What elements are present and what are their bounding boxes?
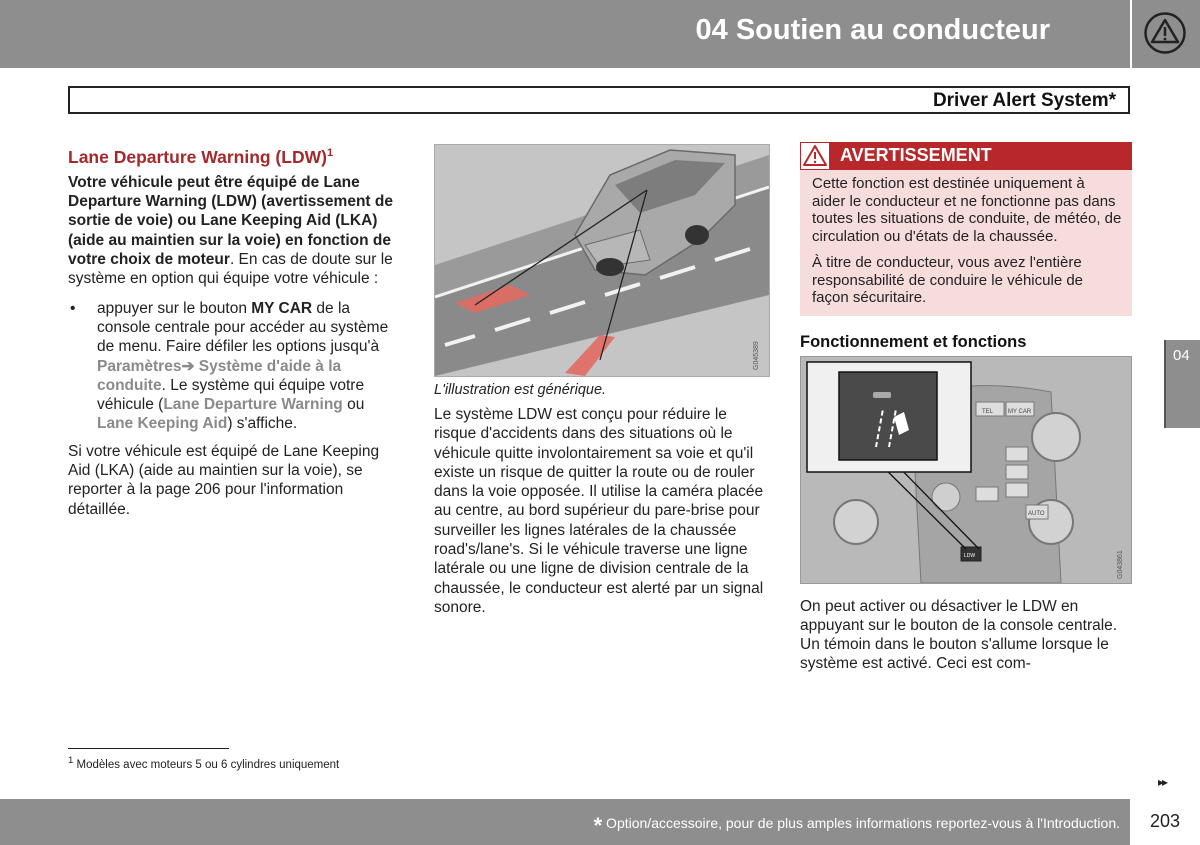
warning-paragraph-1: Cette fonction est destinée uniquement à aider le conducteur et ne fonctionne pas dans toutes les situations de conduite, de météo, de circulation ou d'états de la chaussée. xyxy=(812,175,1122,245)
warning-triangle-icon xyxy=(801,143,829,169)
console-tel-label: TEL xyxy=(982,408,994,415)
warning-header xyxy=(800,142,1132,170)
lka-paragraph: Si votre véhicule est équipé de Lane Keeping Aid (LKA) (aide au maintien sur la voie), se reporter à la page 206 pour l'information détaillée. xyxy=(68,442,380,518)
warning-icon-box xyxy=(800,142,830,170)
ldw-description: Le système LDW est conçu pour réduire le risque d'accidents dans des situations où le véhicule quitte involontairement sa voie et qu'il existe un risque de quitter la route ou de rouler dans la voie opposée. Il utilise la caméra placée au centre, au bord supérieur du pare-brise pour surveiller les lignes latérales de la chaussée road's/lane's. Si le véhicule traverse une ligne latérale ou une ligne de division centrale de la chaussée, le conducteur est alerté par un signal sonore. xyxy=(434,406,764,616)
chapter-icon-box xyxy=(1132,0,1200,68)
bullet-text-1: appuyer sur le bouton xyxy=(97,299,252,317)
menu-ldw: Lane Departure Warning xyxy=(163,396,343,414)
image-id: G045389 xyxy=(753,341,760,370)
illustration-caption: L'illustration est générique. xyxy=(434,382,607,398)
console-illustration xyxy=(800,356,1132,584)
console-ldw-label: LDW xyxy=(964,552,976,559)
center-console-illustration xyxy=(801,357,1131,583)
intro-paragraph xyxy=(68,173,403,289)
image-id: G043861 xyxy=(1117,549,1124,579)
my-car-label: MY CAR xyxy=(251,299,313,317)
intro-bold: Votre véhicule peut être équipé de Lane Departure Warning (LDW) (avertissement de sortie de voie) ou Lane Keeping Aid (LKA) (aide au maintien sur la voie) en fonction de votre choix de moteur xyxy=(68,173,393,269)
ldw-illustration xyxy=(434,144,770,377)
bullet-item xyxy=(68,299,403,434)
bullet-text-4: ) s'affiche. xyxy=(227,415,298,433)
ldw-heading-text: Lane Departure Warning (LDW) xyxy=(68,146,327,167)
warning-body xyxy=(800,170,1132,316)
warning-paragraph-2: À titre de conducteur, vous avez l'entière responsabilité de conduire le véhicule de façon sécuritaire. xyxy=(812,254,1084,306)
warning-title: AVERTISSEMENT xyxy=(840,145,992,165)
footnote-ref: 1 xyxy=(326,147,334,159)
page-number: 203 xyxy=(1150,811,1181,831)
header-bar xyxy=(0,0,1130,68)
footer-bar xyxy=(0,799,1130,845)
menu-path: Paramètres➔ Système d'aide à la conduite xyxy=(97,357,342,394)
next-page-arrows: ▸▸ xyxy=(1158,775,1167,789)
bullet-text-3: . Le système qui équipe votre véhicule ( xyxy=(97,376,365,414)
car-lane-illustration xyxy=(435,145,769,376)
page-number-box xyxy=(1132,799,1200,845)
menu-lka: Lane Keeping Aid xyxy=(97,415,228,433)
footer-star: * xyxy=(593,813,603,838)
bullet-text-or: ou xyxy=(342,396,365,414)
console-mycar-label: MY CAR xyxy=(1008,408,1032,415)
footnote-number: 1 xyxy=(68,755,74,766)
intro-rest: . En cas de doute sur le système en option qui équipe votre véhicule : xyxy=(68,251,393,288)
activation-description: On peut activer ou désactiver le LDW en appuyant sur le bouton de la console centrale. Un témoin dans le bouton s'allume lorsque le système est activé. Ceci est com- xyxy=(800,597,1118,673)
footnote xyxy=(68,755,339,771)
chapter-side-tab[interactable] xyxy=(1164,340,1200,428)
console-auto-label: AUTO xyxy=(1028,510,1045,517)
function-subheading: Fonctionnement et fonctions xyxy=(800,332,1027,351)
ldw-heading xyxy=(68,142,403,168)
footnote-rule xyxy=(68,748,229,749)
bullet-text-2: de la console centrale pour accéder au système de menu. Faire défiler les options jusqu'à xyxy=(97,299,389,356)
warning-triangle-icon xyxy=(1143,12,1187,54)
footer-note xyxy=(594,813,1120,839)
chapter-title: 04 Soutien au conducteur xyxy=(695,14,1050,46)
section-title-box xyxy=(68,86,1130,114)
column-2 xyxy=(434,144,770,617)
footer-text: Option/accessoire, pour de plus amples informations reportez-vous à l'Introduction. xyxy=(602,815,1120,831)
bullet-dot: • xyxy=(70,299,76,317)
column-1 xyxy=(68,142,403,527)
footnote-text: Modèles avec moteurs 5 ou 6 cylindres uniquement xyxy=(73,758,340,771)
side-tab-label: 04 xyxy=(1173,347,1190,364)
column-3 xyxy=(800,142,1132,674)
section-title: Driver Alert System* xyxy=(932,90,1116,111)
